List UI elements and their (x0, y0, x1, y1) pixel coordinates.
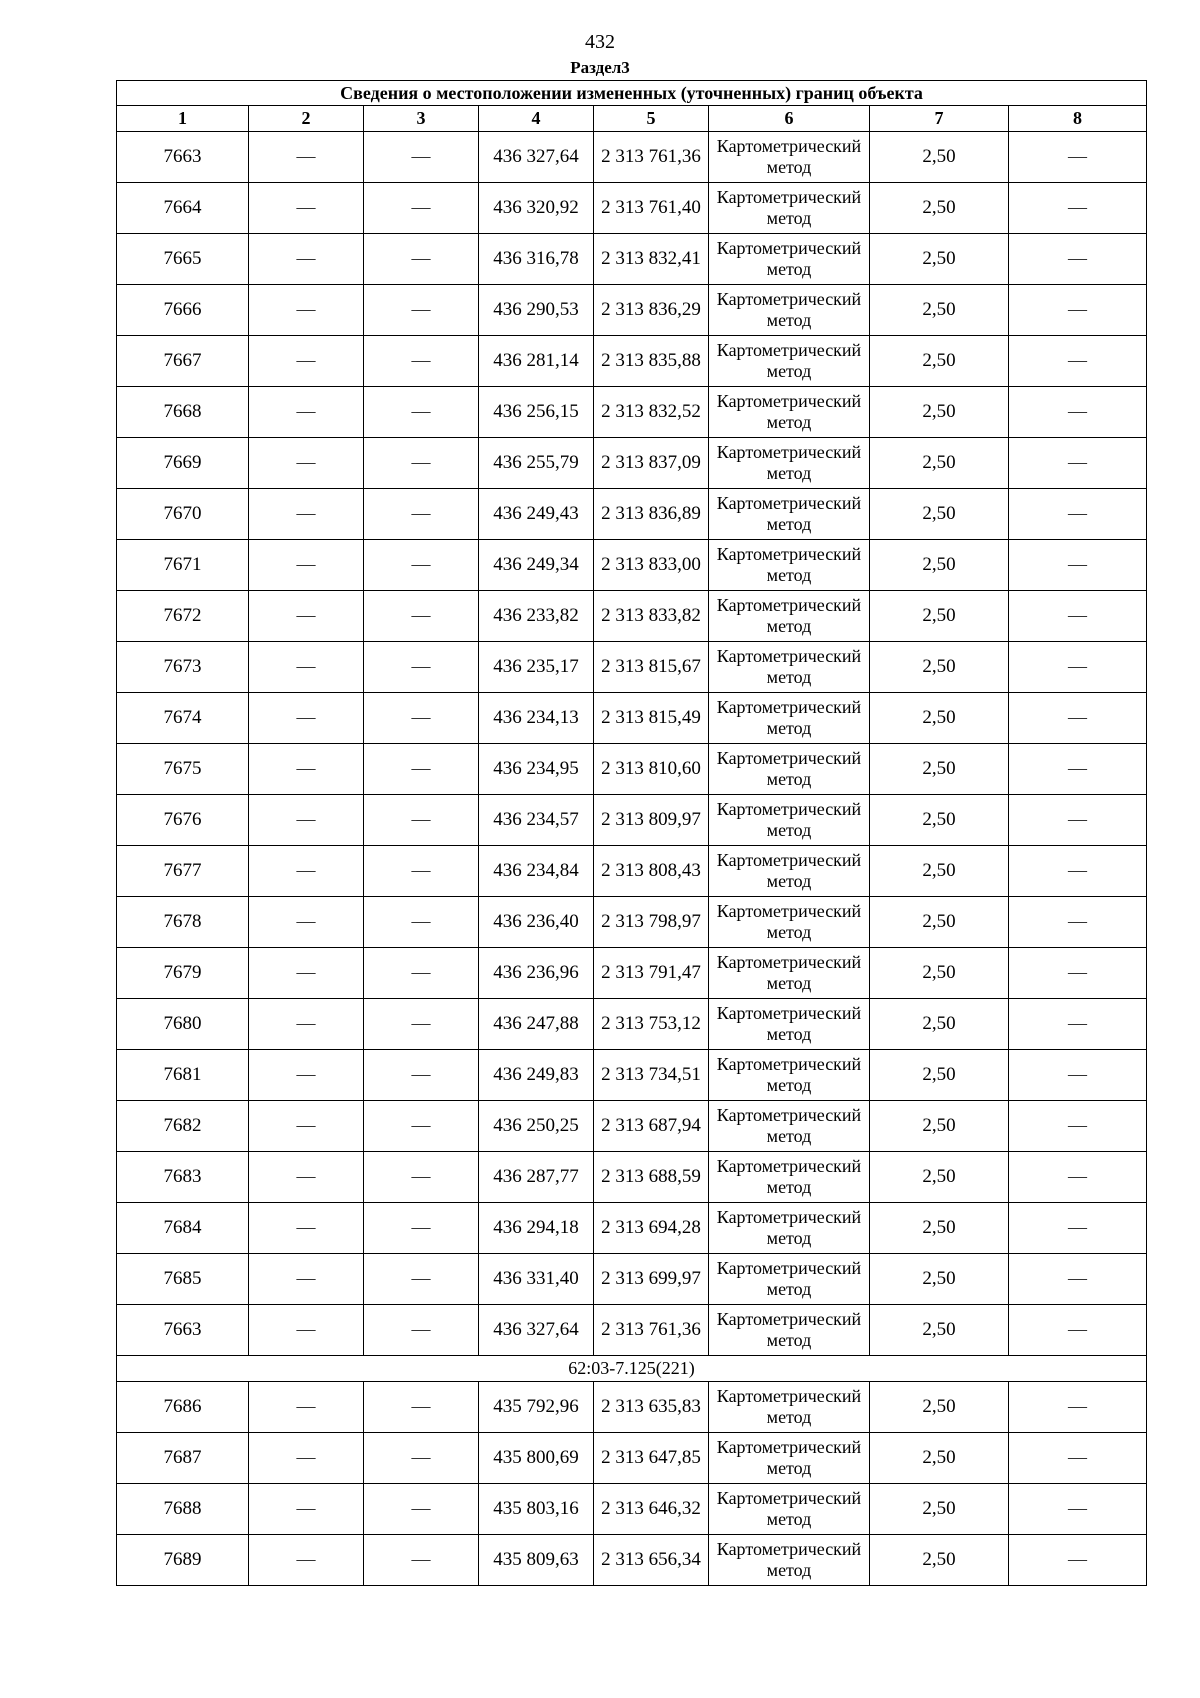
col-3-cell: — (364, 1101, 479, 1152)
table-row (117, 948, 1147, 999)
col-2-cell: — (249, 1382, 364, 1433)
table-row (117, 1484, 1147, 1535)
y-coordinate-cell: 2 313 836,29 (594, 285, 709, 336)
method-cell: Картометрический метод (709, 336, 870, 387)
col-3-cell: — (364, 1050, 479, 1101)
col-8-cell: — (1009, 1484, 1147, 1535)
point-number-cell: 7678 (117, 897, 249, 948)
point-number-cell: 7674 (117, 693, 249, 744)
accuracy-cell: 2,50 (870, 948, 1009, 999)
accuracy-cell: 2,50 (870, 1535, 1009, 1586)
column-number-1: 1 (117, 106, 249, 132)
x-coordinate-cell: 436 290,53 (479, 285, 594, 336)
accuracy-cell: 2,50 (870, 285, 1009, 336)
method-cell: Картометрический метод (709, 744, 870, 795)
col-2-cell: — (249, 744, 364, 795)
col-3-cell: — (364, 1203, 479, 1254)
method-cell: Картометрический метод (709, 489, 870, 540)
col-2-cell: — (249, 591, 364, 642)
col-3-cell: — (364, 489, 479, 540)
table-row (117, 795, 1147, 846)
col-3-cell: — (364, 591, 479, 642)
table-row (117, 897, 1147, 948)
col-3-cell: — (364, 1433, 479, 1484)
x-coordinate-cell: 436 327,64 (479, 132, 594, 183)
x-coordinate-cell: 436 249,34 (479, 540, 594, 591)
accuracy-cell: 2,50 (870, 1382, 1009, 1433)
col-3-cell: — (364, 234, 479, 285)
accuracy-cell: 2,50 (870, 642, 1009, 693)
method-cell: Картометрический метод (709, 132, 870, 183)
col-2-cell: — (249, 1101, 364, 1152)
table-row (117, 1050, 1147, 1101)
table-row (117, 642, 1147, 693)
col-8-cell: — (1009, 948, 1147, 999)
col-2-cell: — (249, 1254, 364, 1305)
y-coordinate-cell: 2 313 656,34 (594, 1535, 709, 1586)
accuracy-cell: 2,50 (870, 1050, 1009, 1101)
accuracy-cell: 2,50 (870, 999, 1009, 1050)
x-coordinate-cell: 436 327,64 (479, 1305, 594, 1356)
point-number-cell: 7673 (117, 642, 249, 693)
col-8-cell: — (1009, 795, 1147, 846)
col-8-cell: — (1009, 234, 1147, 285)
y-coordinate-cell: 2 313 647,85 (594, 1433, 709, 1484)
col-2-cell: — (249, 795, 364, 846)
col-3-cell: — (364, 642, 479, 693)
col-8-cell: — (1009, 438, 1147, 489)
col-3-cell: — (364, 183, 479, 234)
accuracy-cell: 2,50 (870, 540, 1009, 591)
point-number-cell: 7684 (117, 1203, 249, 1254)
method-cell: Картометрический метод (709, 1050, 870, 1101)
table-row (117, 1254, 1147, 1305)
col-8-cell: — (1009, 387, 1147, 438)
col-8-cell: — (1009, 642, 1147, 693)
column-number-5: 5 (594, 106, 709, 132)
y-coordinate-cell: 2 313 810,60 (594, 744, 709, 795)
accuracy-cell: 2,50 (870, 1203, 1009, 1254)
col-3-cell: — (364, 540, 479, 591)
point-number-cell: 7689 (117, 1535, 249, 1586)
col-8-cell: — (1009, 591, 1147, 642)
col-8-cell: — (1009, 1203, 1147, 1254)
col-3-cell: — (364, 1382, 479, 1433)
column-number-4: 4 (479, 106, 594, 132)
col-2-cell: — (249, 132, 364, 183)
col-3-cell: — (364, 132, 479, 183)
method-cell: Картометрический метод (709, 1535, 870, 1586)
x-coordinate-cell: 436 249,43 (479, 489, 594, 540)
col-3-cell: — (364, 999, 479, 1050)
method-cell: Картометрический метод (709, 897, 870, 948)
method-cell: Картометрический метод (709, 693, 870, 744)
accuracy-cell: 2,50 (870, 1305, 1009, 1356)
accuracy-cell: 2,50 (870, 795, 1009, 846)
col-3-cell: — (364, 1535, 479, 1586)
table-row (117, 591, 1147, 642)
table-row (117, 1382, 1147, 1433)
x-coordinate-cell: 436 281,14 (479, 336, 594, 387)
col-2-cell: — (249, 846, 364, 897)
point-number-cell: 7667 (117, 336, 249, 387)
col-8-cell: — (1009, 999, 1147, 1050)
col-8-cell: — (1009, 1535, 1147, 1586)
group-row (117, 1356, 1147, 1382)
x-coordinate-cell: 436 255,79 (479, 438, 594, 489)
col-3-cell: — (364, 693, 479, 744)
table-row (117, 234, 1147, 285)
point-number-cell: 7687 (117, 1433, 249, 1484)
y-coordinate-cell: 2 313 832,52 (594, 387, 709, 438)
col-3-cell: — (364, 1254, 479, 1305)
x-coordinate-cell: 435 809,63 (479, 1535, 594, 1586)
accuracy-cell: 2,50 (870, 183, 1009, 234)
x-coordinate-cell: 436 256,15 (479, 387, 594, 438)
col-2-cell: — (249, 285, 364, 336)
y-coordinate-cell: 2 313 837,09 (594, 438, 709, 489)
y-coordinate-cell: 2 313 688,59 (594, 1152, 709, 1203)
method-cell: Картометрический метод (709, 846, 870, 897)
col-2-cell: — (249, 1535, 364, 1586)
method-cell: Картометрический метод (709, 999, 870, 1050)
x-coordinate-cell: 436 249,83 (479, 1050, 594, 1101)
col-2-cell: — (249, 1203, 364, 1254)
col-2-cell: — (249, 1484, 364, 1535)
col-8-cell: — (1009, 1254, 1147, 1305)
col-3-cell: — (364, 846, 479, 897)
col-2-cell: — (249, 438, 364, 489)
col-2-cell: — (249, 387, 364, 438)
y-coordinate-cell: 2 313 815,49 (594, 693, 709, 744)
table-row (117, 1101, 1147, 1152)
col-2-cell: — (249, 336, 364, 387)
col-3-cell: — (364, 387, 479, 438)
point-number-cell: 7668 (117, 387, 249, 438)
col-8-cell: — (1009, 744, 1147, 795)
method-cell: Картометрический метод (709, 591, 870, 642)
method-cell: Картометрический метод (709, 1433, 870, 1484)
accuracy-cell: 2,50 (870, 591, 1009, 642)
method-cell: Картометрический метод (709, 1382, 870, 1433)
point-number-cell: 7676 (117, 795, 249, 846)
method-cell: Картометрический метод (709, 795, 870, 846)
column-number-row (117, 106, 1147, 132)
col-8-cell: — (1009, 1101, 1147, 1152)
col-3-cell: — (364, 438, 479, 489)
accuracy-cell: 2,50 (870, 387, 1009, 438)
point-number-cell: 7664 (117, 183, 249, 234)
col-2-cell: — (249, 1305, 364, 1356)
x-coordinate-cell: 436 235,17 (479, 642, 594, 693)
col-2-cell: — (249, 489, 364, 540)
x-coordinate-cell: 436 320,92 (479, 183, 594, 234)
y-coordinate-cell: 2 313 635,83 (594, 1382, 709, 1433)
col-8-cell: — (1009, 846, 1147, 897)
table-row (117, 999, 1147, 1050)
col-8-cell: — (1009, 693, 1147, 744)
accuracy-cell: 2,50 (870, 132, 1009, 183)
x-coordinate-cell: 436 236,40 (479, 897, 594, 948)
y-coordinate-cell: 2 313 832,41 (594, 234, 709, 285)
col-2-cell: — (249, 1050, 364, 1101)
point-number-cell: 7671 (117, 540, 249, 591)
point-number-cell: 7677 (117, 846, 249, 897)
x-coordinate-cell: 436 234,84 (479, 846, 594, 897)
x-coordinate-cell: 436 331,40 (479, 1254, 594, 1305)
col-8-cell: — (1009, 897, 1147, 948)
accuracy-cell: 2,50 (870, 1101, 1009, 1152)
x-coordinate-cell: 436 233,82 (479, 591, 594, 642)
col-2-cell: — (249, 234, 364, 285)
method-cell: Картометрический метод (709, 1484, 870, 1535)
table-row (117, 1433, 1147, 1484)
col-8-cell: — (1009, 489, 1147, 540)
method-cell: Картометрический метод (709, 1152, 870, 1203)
accuracy-cell: 2,50 (870, 489, 1009, 540)
table-row (117, 693, 1147, 744)
page-number: 432 (585, 31, 615, 53)
y-coordinate-cell: 2 313 808,43 (594, 846, 709, 897)
y-coordinate-cell: 2 313 833,00 (594, 540, 709, 591)
accuracy-cell: 2,50 (870, 438, 1009, 489)
table-caption: Сведения о местоположении измененных (уточненных) границ объекта (117, 81, 1147, 106)
accuracy-cell: 2,50 (870, 1254, 1009, 1305)
method-cell: Картометрический метод (709, 948, 870, 999)
point-number-cell: 7681 (117, 1050, 249, 1101)
column-number-2: 2 (249, 106, 364, 132)
method-cell: Картометрический метод (709, 438, 870, 489)
col-2-cell: — (249, 540, 364, 591)
x-coordinate-cell: 435 792,96 (479, 1382, 594, 1433)
col-2-cell: — (249, 183, 364, 234)
table-row (117, 489, 1147, 540)
col-8-cell: — (1009, 540, 1147, 591)
table-row (117, 1305, 1147, 1356)
method-cell: Картометрический метод (709, 642, 870, 693)
col-3-cell: — (364, 795, 479, 846)
x-coordinate-cell: 436 287,77 (479, 1152, 594, 1203)
point-number-cell: 7666 (117, 285, 249, 336)
col-8-cell: — (1009, 1305, 1147, 1356)
col-2-cell: — (249, 1433, 364, 1484)
table-row (117, 285, 1147, 336)
col-3-cell: — (364, 285, 479, 336)
accuracy-cell: 2,50 (870, 846, 1009, 897)
col-2-cell: — (249, 999, 364, 1050)
y-coordinate-cell: 2 313 734,51 (594, 1050, 709, 1101)
section-title: Раздел3 (570, 58, 630, 77)
point-number-cell: 7688 (117, 1484, 249, 1535)
x-coordinate-cell: 436 247,88 (479, 999, 594, 1050)
y-coordinate-cell: 2 313 835,88 (594, 336, 709, 387)
point-number-cell: 7663 (117, 1305, 249, 1356)
col-2-cell: — (249, 948, 364, 999)
x-coordinate-cell: 435 800,69 (479, 1433, 594, 1484)
col-8-cell: — (1009, 132, 1147, 183)
table-row (117, 1535, 1147, 1586)
point-number-cell: 7665 (117, 234, 249, 285)
accuracy-cell: 2,50 (870, 1433, 1009, 1484)
accuracy-cell: 2,50 (870, 744, 1009, 795)
col-2-cell: — (249, 642, 364, 693)
x-coordinate-cell: 436 234,57 (479, 795, 594, 846)
y-coordinate-cell: 2 313 809,97 (594, 795, 709, 846)
group-label: 62:03-7.125(221) (117, 1356, 1147, 1382)
x-coordinate-cell: 436 234,13 (479, 693, 594, 744)
y-coordinate-cell: 2 313 761,40 (594, 183, 709, 234)
coordinates-table (116, 80, 1147, 1586)
y-coordinate-cell: 2 313 815,67 (594, 642, 709, 693)
x-coordinate-cell: 436 294,18 (479, 1203, 594, 1254)
table-row (117, 540, 1147, 591)
point-number-cell: 7683 (117, 1152, 249, 1203)
point-number-cell: 7672 (117, 591, 249, 642)
point-number-cell: 7682 (117, 1101, 249, 1152)
method-cell: Картометрический метод (709, 387, 870, 438)
col-3-cell: — (364, 336, 479, 387)
y-coordinate-cell: 2 313 833,82 (594, 591, 709, 642)
accuracy-cell: 2,50 (870, 336, 1009, 387)
col-2-cell: — (249, 1152, 364, 1203)
point-number-cell: 7663 (117, 132, 249, 183)
column-number-8: 8 (1009, 106, 1147, 132)
table-row (117, 1152, 1147, 1203)
method-cell: Картометрический метод (709, 1101, 870, 1152)
column-number-7: 7 (870, 106, 1009, 132)
y-coordinate-cell: 2 313 836,89 (594, 489, 709, 540)
x-coordinate-cell: 435 803,16 (479, 1484, 594, 1535)
y-coordinate-cell: 2 313 791,47 (594, 948, 709, 999)
table-row (117, 744, 1147, 795)
column-number-3: 3 (364, 106, 479, 132)
col-3-cell: — (364, 1152, 479, 1203)
table-row (117, 387, 1147, 438)
col-8-cell: — (1009, 1152, 1147, 1203)
point-number-cell: 7669 (117, 438, 249, 489)
x-coordinate-cell: 436 316,78 (479, 234, 594, 285)
col-2-cell: — (249, 897, 364, 948)
col-2-cell: — (249, 693, 364, 744)
y-coordinate-cell: 2 313 761,36 (594, 132, 709, 183)
method-cell: Картометрический метод (709, 183, 870, 234)
x-coordinate-cell: 436 234,95 (479, 744, 594, 795)
table-row (117, 1203, 1147, 1254)
column-number-6: 6 (709, 106, 870, 132)
col-8-cell: — (1009, 1050, 1147, 1101)
accuracy-cell: 2,50 (870, 1152, 1009, 1203)
col-3-cell: — (364, 1484, 479, 1535)
col-8-cell: — (1009, 1433, 1147, 1484)
point-number-cell: 7685 (117, 1254, 249, 1305)
point-number-cell: 7670 (117, 489, 249, 540)
y-coordinate-cell: 2 313 699,97 (594, 1254, 709, 1305)
point-number-cell: 7686 (117, 1382, 249, 1433)
x-coordinate-cell: 436 250,25 (479, 1101, 594, 1152)
col-3-cell: — (364, 1305, 479, 1356)
table-body (117, 132, 1147, 1586)
y-coordinate-cell: 2 313 798,97 (594, 897, 709, 948)
table-row (117, 336, 1147, 387)
y-coordinate-cell: 2 313 753,12 (594, 999, 709, 1050)
method-cell: Картометрический метод (709, 1254, 870, 1305)
method-cell: Картометрический метод (709, 285, 870, 336)
col-8-cell: — (1009, 183, 1147, 234)
point-number-cell: 7680 (117, 999, 249, 1050)
accuracy-cell: 2,50 (870, 1484, 1009, 1535)
col-3-cell: — (364, 897, 479, 948)
table-row (117, 846, 1147, 897)
y-coordinate-cell: 2 313 687,94 (594, 1101, 709, 1152)
col-8-cell: — (1009, 336, 1147, 387)
accuracy-cell: 2,50 (870, 234, 1009, 285)
table-row (117, 183, 1147, 234)
point-number-cell: 7679 (117, 948, 249, 999)
table-row (117, 132, 1147, 183)
col-8-cell: — (1009, 1382, 1147, 1433)
point-number-cell: 7675 (117, 744, 249, 795)
col-3-cell: — (364, 948, 479, 999)
method-cell: Картометрический метод (709, 540, 870, 591)
y-coordinate-cell: 2 313 646,32 (594, 1484, 709, 1535)
accuracy-cell: 2,50 (870, 693, 1009, 744)
y-coordinate-cell: 2 313 761,36 (594, 1305, 709, 1356)
col-3-cell: — (364, 744, 479, 795)
col-8-cell: — (1009, 285, 1147, 336)
method-cell: Картометрический метод (709, 234, 870, 285)
y-coordinate-cell: 2 313 694,28 (594, 1203, 709, 1254)
method-cell: Картометрический метод (709, 1305, 870, 1356)
table-row (117, 438, 1147, 489)
accuracy-cell: 2,50 (870, 897, 1009, 948)
method-cell: Картометрический метод (709, 1203, 870, 1254)
x-coordinate-cell: 436 236,96 (479, 948, 594, 999)
